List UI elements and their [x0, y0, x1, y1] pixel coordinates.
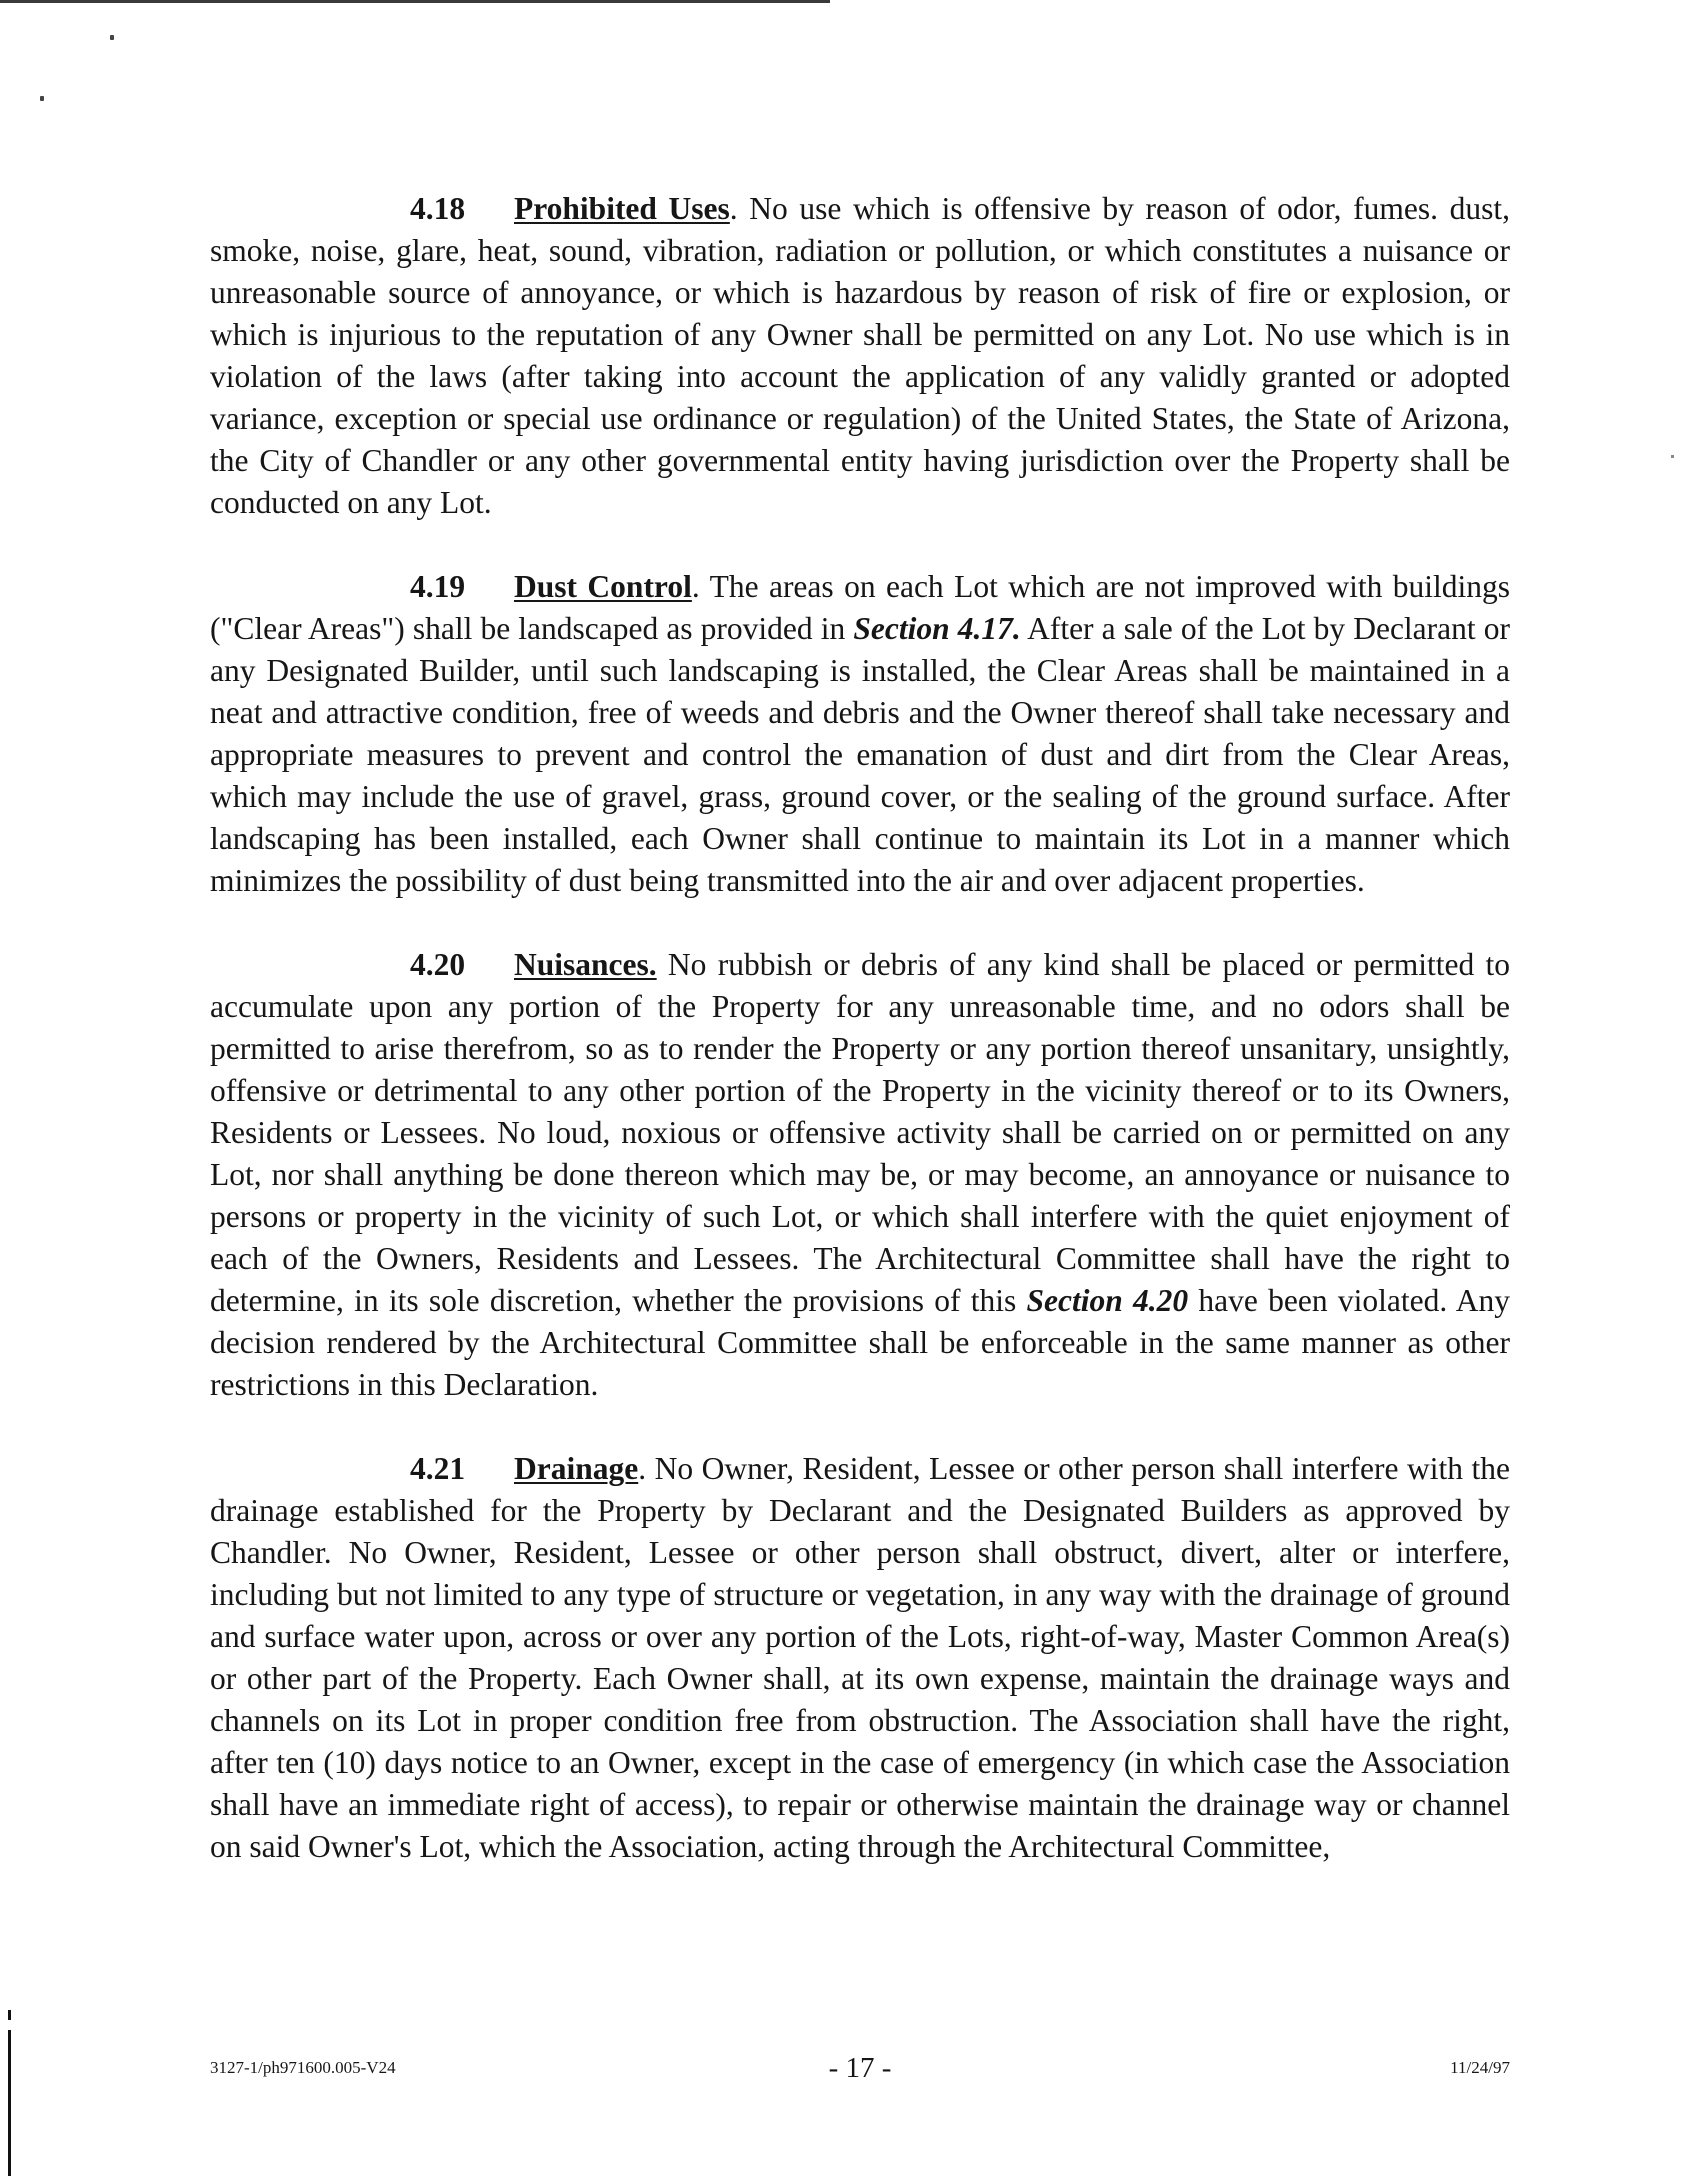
section-title: Dust Control: [514, 569, 692, 604]
section-text: No rubbish or debris of any kind shall be placed or permitted to accumulate upon any portion of the Property for any unreasonable time, and no odors shall be permitted to arise therefrom, so as to render the Property or any portion thereof unsanitary, unsightly, offensive or detrimental to any other portion of the Property in the vicinity thereof or to its Owners, Residents or Lessees. No loud, noxious or offensive activity shall be carried on or permitted on any Lot, nor shall anything be done thereon which may be, or may become, an annoyance or nuisance to persons or property in the vicinity of such Lot, or which shall interfere with the quiet enjoyment of each of the Owners, Residents and Lessees. The Architectural Committee shall have the right to determine, in its sole discretion, whether the provisions of this: [210, 947, 1510, 1318]
section-number: 4.18: [410, 191, 466, 226]
footer-doc-id: 3127-1/ph971600.005-V24: [210, 2058, 396, 2077]
section-4-20: [210, 944, 1510, 1406]
footer-date: 11/24/97: [1450, 2058, 1510, 2077]
section-title: Drainage: [514, 1451, 639, 1486]
scan-top-edge-line: [0, 0, 830, 3]
scan-speck: [110, 35, 114, 40]
section-4-21: [210, 1448, 1510, 1868]
scan-edge-mark: [8, 2010, 11, 2020]
section-number: 4.19: [410, 569, 466, 604]
section-title: Prohibited Uses: [514, 191, 730, 226]
section-title-punct: .: [638, 1451, 647, 1486]
section-text: No use which is offensive by reason of odor, fumes. dust, smoke, noise, glare, heat, sound, vibration, radiation or pollution, or which constitutes a nuisance or unreasonable source of annoyance, or which is hazardous by reason of risk of fire or explosion, or which is injurious to the reputation of any Owner shall be permitted on any Lot. No use which is in violation of the laws (after taking into account the application of any validly granted or adopted variance, exception or special use ordinance or regulation) of the United States, the State of Arizona, the City of Chandler or any other governmental entity having jurisdiction over the Property shall be conducted on any Lot.: [210, 191, 1510, 520]
section-4-19: [210, 566, 1510, 902]
section-reference: Section 4.20: [1026, 1283, 1189, 1318]
section-text: have been violated. Any decision rendered by the Architectural Committee shall be enforceable in the same manner as other restrictions in this Declaration.: [210, 1283, 1511, 1402]
section-reference: Section 4.17.: [853, 611, 1021, 646]
section-title: Nuisances.: [514, 947, 657, 982]
scan-edge-mark: [8, 2030, 11, 2176]
scan-speck: [40, 96, 44, 101]
document-body: [210, 188, 1510, 1910]
section-number: 4.21: [410, 1451, 466, 1486]
section-text: After a sale of the Lot by Declarant or any Designated Builder, until such landscaping is installed, the Clear Areas shall be maintained in a neat and attractive condition, free of weeds and debris and the Owner thereof shall take necessary and appropriate measures to prevent and control the emanation of dust and dirt from the Clear Areas, which may include the use of gravel, grass, ground cover, or the sealing of the ground surface. After landscaping has been installed, each Owner shall continue to maintain its Lot in a manner which minimizes the possibility of dust being transmitted into the air and over adjacent properties.: [210, 611, 1510, 898]
section-text: No Owner, Resident, Lessee or other person shall interfere with the drainage established for the Property by Declarant and the Designated Builders as approved by Chandler. No Owner, Resident, Lessee or other person shall obstruct, divert, alter or interfere, including but not limited to any type of structure or vegetation, in any way with the drainage of ground and surface water upon, across or over any portion of the Lots, right-of-way, Master Common Area(s) or other part of the Property. Each Owner shall, at its own expense, maintain the drainage ways and channels on its Lot in proper condition free from obstruction. The Association shall have the right, after ten (10) days notice to an Owner, except in the case of emergency (in which case the Association shall have an immediate right of access), to repair or otherwise maintain the drainage way or channel on said Owner's Lot, which the Association, acting through the Architectural Committee,: [210, 1451, 1510, 1864]
page-number: - 17 -: [828, 2052, 892, 2084]
section-4-18: [210, 188, 1510, 524]
scan-speck: [1671, 455, 1674, 458]
section-title-punct: .: [691, 569, 700, 604]
section-title-punct: .: [729, 191, 738, 226]
section-text: The areas on each Lot which are not improved with buildings ("Clear Areas") shall be landscaped as provided in: [210, 569, 1510, 646]
page-footer: [210, 2052, 1510, 2092]
section-number: 4.20: [410, 947, 466, 982]
